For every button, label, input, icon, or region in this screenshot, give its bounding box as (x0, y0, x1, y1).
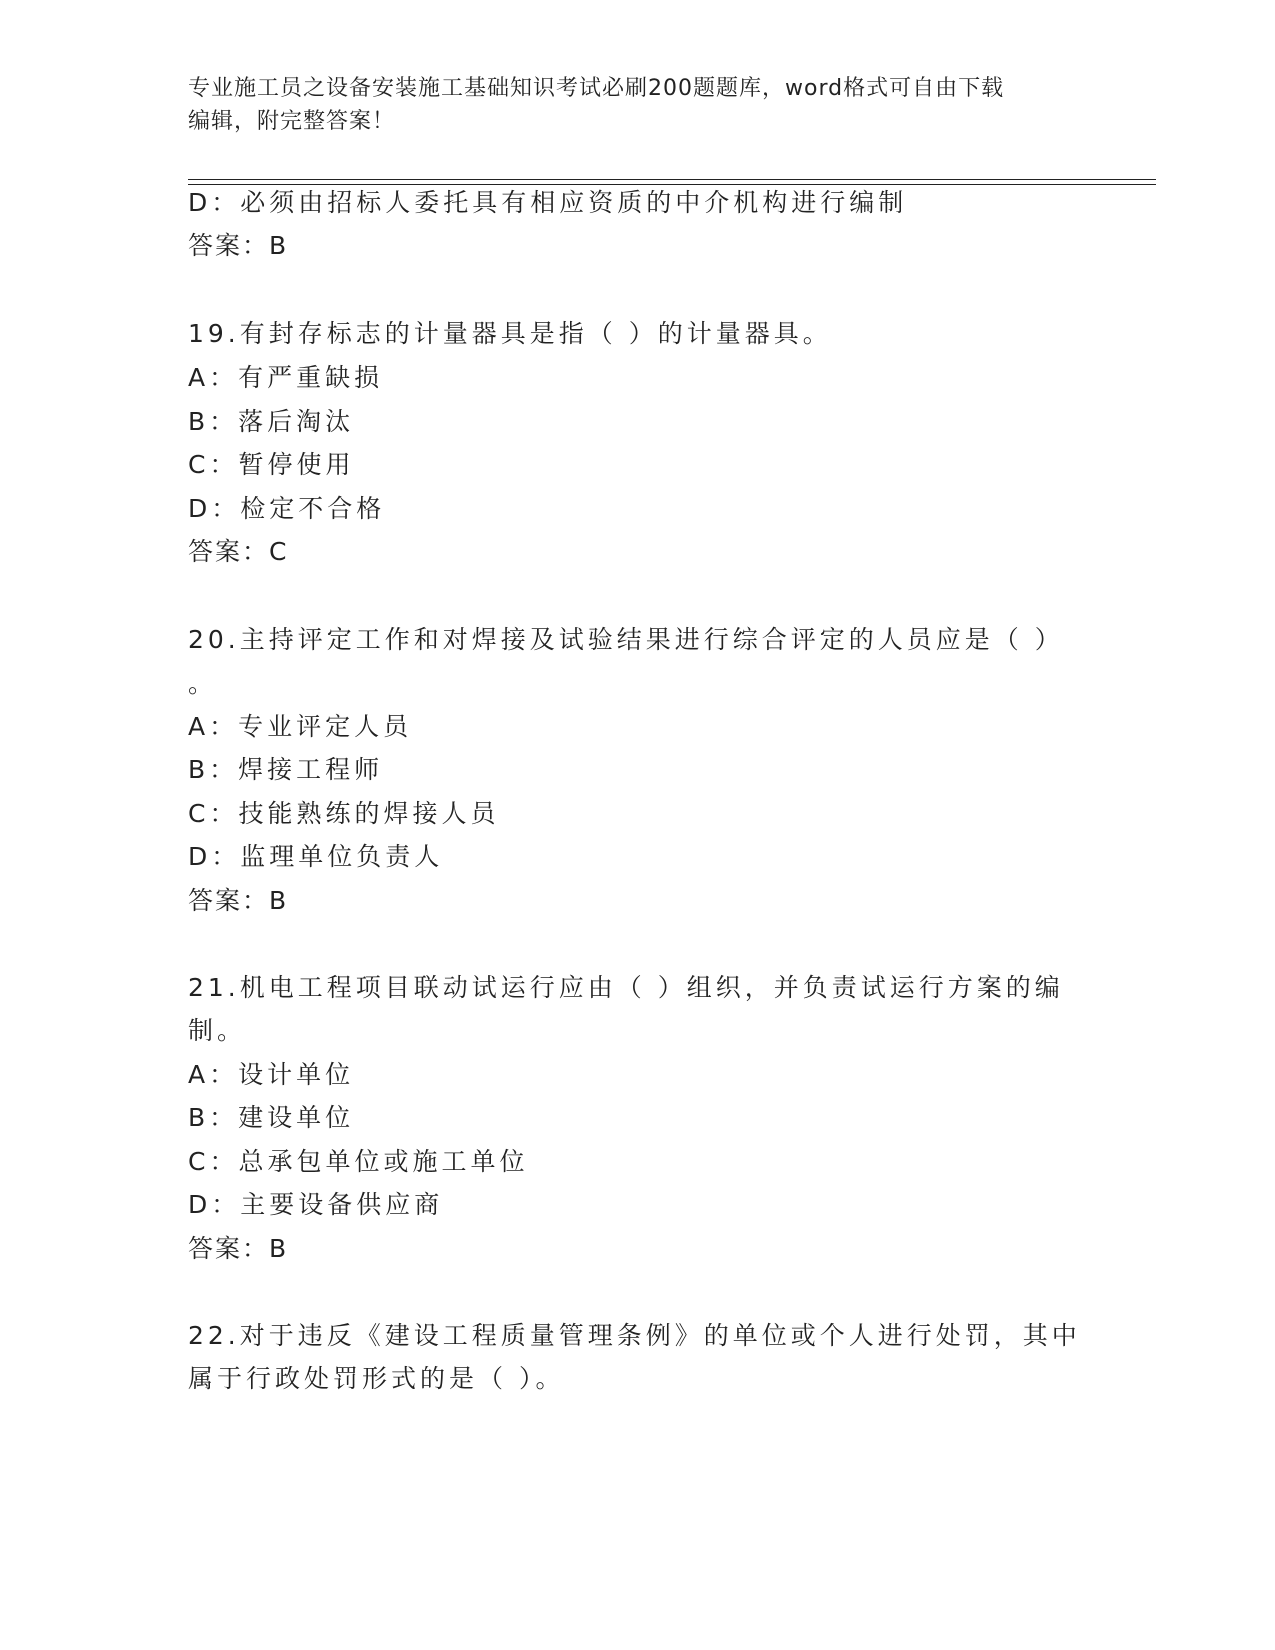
q21-option-b: B：建设单位 (188, 1103, 355, 1132)
q19-option-d: D：检定不合格 (188, 494, 386, 523)
q20-option-d: D：监理单位负责人 (188, 842, 444, 871)
q20-option-c: C：技能熟练的焊接人员 (188, 799, 500, 828)
q20-stem-line1: 20.主持评定工作和对焊接及试验结果进行综合评定的人员应是（ ） (188, 625, 1064, 654)
q22-stem-line1: 22.对于违反《建设工程质量管理条例》的单位或个人进行处罚，其中 (188, 1321, 1081, 1350)
prev-answer: 答案：B (188, 231, 289, 260)
q19-option-a: A：有严重缺损 (188, 363, 384, 392)
q20-option-b: B：焊接工程师 (188, 755, 384, 784)
q22-stem-line2: 属于行政处罚形式的是（ ）。 (188, 1364, 565, 1393)
q19-stem: 19.有封存标志的计量器具是指（ ）的计量器具。 (188, 319, 832, 348)
q19-answer: 答案：C (188, 537, 289, 566)
header-divider-bottom (188, 184, 1156, 185)
q21-stem-line2: 制。 (188, 1016, 247, 1045)
q20-answer: 答案：B (188, 886, 289, 915)
q21-option-c: C：总承包单位或施工单位 (188, 1147, 529, 1176)
q20-option-a: A：专业评定人员 (188, 712, 413, 741)
header-title-line2: 编辑，附完整答案！ (188, 109, 396, 134)
q21-answer: 答案：B (188, 1234, 289, 1263)
q20-stem-line2: 。 (188, 669, 218, 698)
document-header (188, 72, 1088, 138)
q21-stem-line1: 21.机电工程项目联动试运行应由（ ）组织，并负责试运行方案的编 (188, 973, 1064, 1002)
q21-option-d: D：主要设备供应商 (188, 1190, 444, 1219)
header-divider-top (188, 179, 1156, 180)
q19-option-c: C：暂停使用 (188, 450, 355, 479)
q21-option-a: A：设计单位 (188, 1060, 355, 1089)
header-title-line1: 专业施工员之设备安装施工基础知识考试必刷200题题库，word格式可自由下载 (188, 76, 1005, 101)
prev-option-d: D：必须由招标人委托具有相应资质的中介机构进行编制 (188, 188, 908, 217)
q19-option-b: B：落后淘汰 (188, 407, 355, 436)
